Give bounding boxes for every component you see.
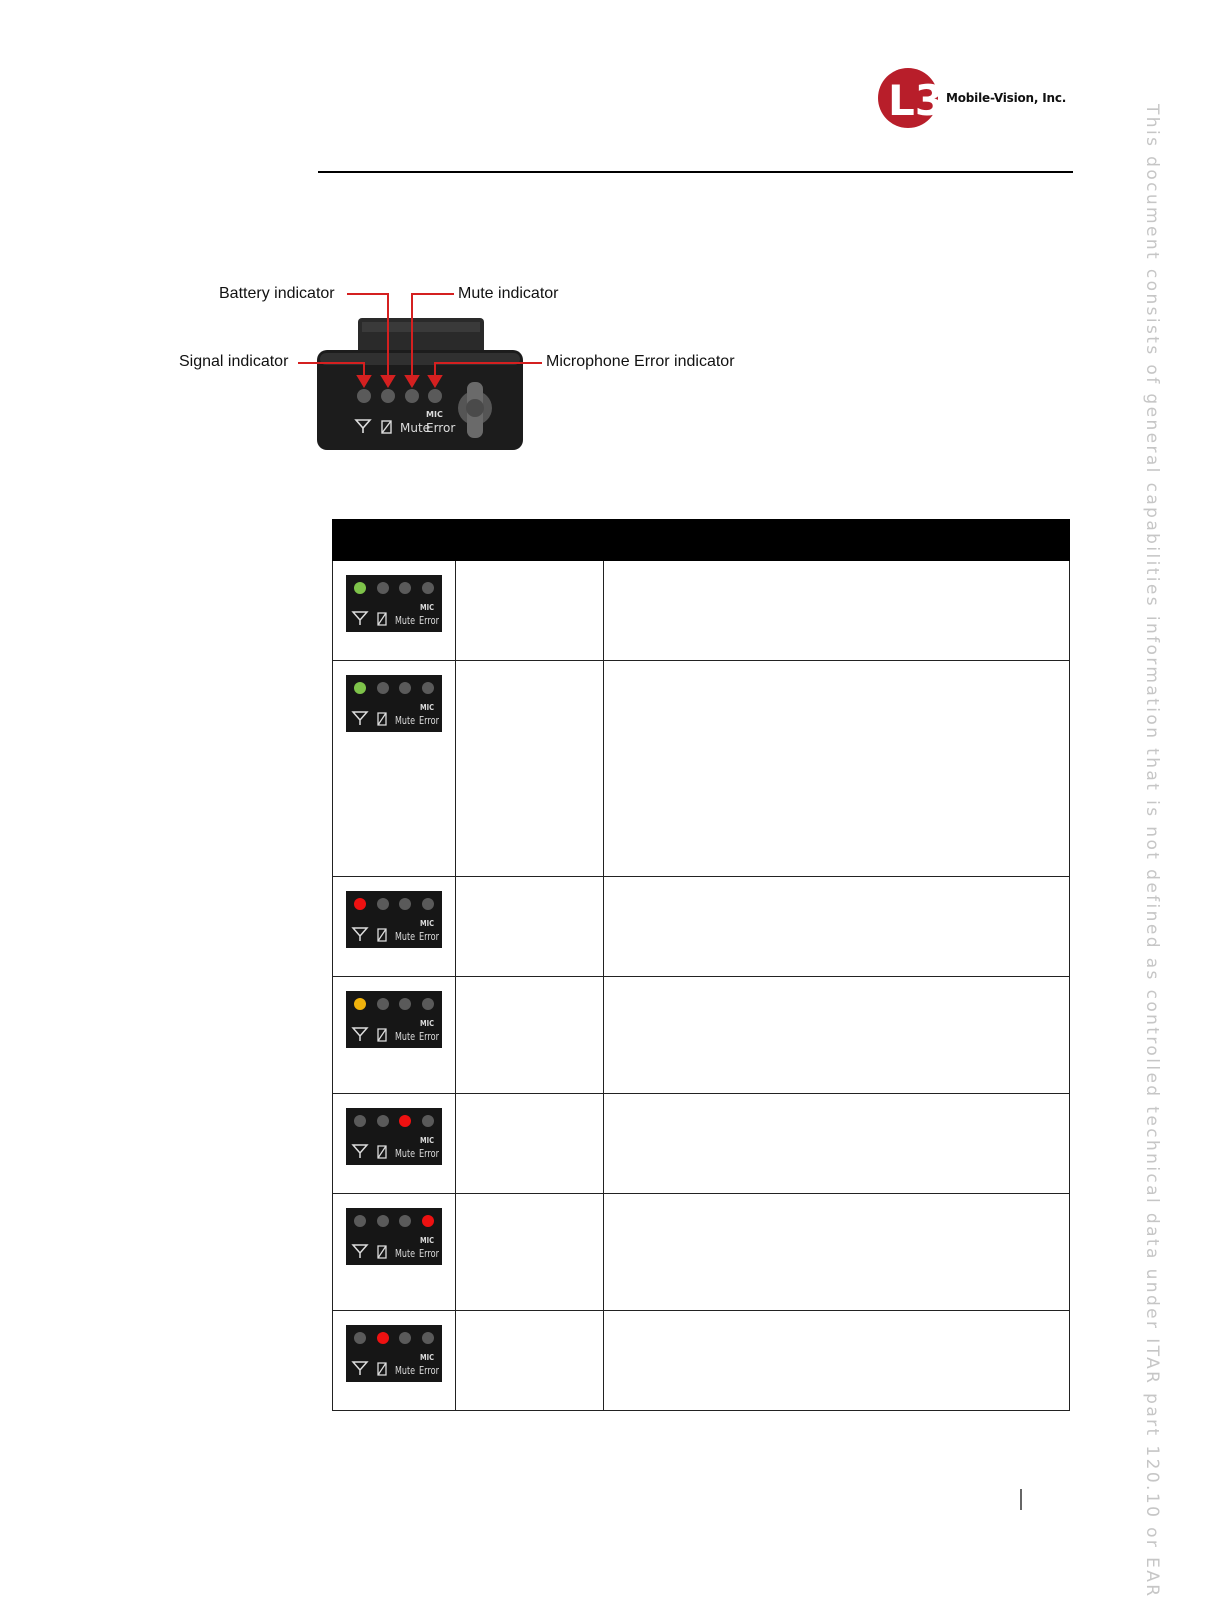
- device-mute-label: Mute: [395, 714, 416, 727]
- table-row: [333, 661, 1070, 877]
- mic-error-led: [422, 1215, 434, 1227]
- led-image-cell: [333, 1194, 456, 1311]
- mute-led: [399, 898, 411, 910]
- header-cell: [604, 520, 1070, 561]
- header-rule: [318, 171, 1073, 173]
- device-error-label: Error: [419, 1030, 440, 1043]
- device-mute-label: Mute: [395, 930, 416, 943]
- device-mic-label: MIC: [420, 1353, 435, 1362]
- device-error-label: Error: [419, 930, 440, 943]
- mic-error-led: [422, 898, 434, 910]
- signal-led: [354, 582, 366, 594]
- device-error-label: Error: [419, 714, 440, 727]
- led-panel-image: [346, 991, 442, 1048]
- indicator-state-cell: [456, 661, 604, 877]
- device-mic-label: MIC: [420, 919, 435, 928]
- mute-led: [399, 582, 411, 594]
- table-row: [333, 561, 1070, 661]
- table-row: [333, 977, 1070, 1094]
- led-panel-image: [346, 1325, 442, 1382]
- mute-led: [399, 1215, 411, 1227]
- mute-led: [405, 389, 419, 403]
- led-image-cell: [333, 561, 456, 661]
- mute-led: [399, 1115, 411, 1127]
- signal-led: [354, 898, 366, 910]
- callout-mic-error-indicator: Microphone Error indicator: [546, 353, 735, 370]
- led-panel-image: [346, 1208, 442, 1265]
- signal-led: [354, 1332, 366, 1344]
- indicator-state-cell: [456, 1194, 604, 1311]
- callout-signal-indicator: Signal indicator: [179, 353, 289, 370]
- device-mute-label: Mute: [395, 1147, 416, 1160]
- table-row: [333, 1311, 1070, 1411]
- led-panel-image: [346, 675, 442, 732]
- device-mute-label: Mute: [395, 614, 416, 627]
- device-mic-label: MIC: [420, 603, 435, 612]
- callout-mute-indicator: Mute indicator: [458, 285, 559, 302]
- led-image-cell: [333, 1094, 456, 1194]
- led-panel-image: [346, 891, 442, 948]
- device-error-label: Error: [419, 1147, 440, 1160]
- battery-led: [377, 682, 389, 694]
- indicator-description-cell: [604, 977, 1070, 1094]
- battery-led: [377, 582, 389, 594]
- signal-led: [354, 682, 366, 694]
- device-error-label: Error: [419, 1364, 440, 1377]
- export-control-notice: This document consists of general capabilities information that is not defined as controlled technical data under ITAR part 120.10 or EAR: [1142, 104, 1162, 1598]
- indicator-state-cell: [456, 977, 604, 1094]
- device-error-label: Error: [419, 614, 440, 627]
- indicator-description-cell: [604, 661, 1070, 877]
- indicator-description-cell: [604, 1311, 1070, 1411]
- mic-error-led: [422, 1115, 434, 1127]
- battery-led: [377, 1332, 389, 1344]
- mute-led: [399, 1332, 411, 1344]
- battery-led: [377, 1215, 389, 1227]
- device-mic-label: MIC: [420, 1136, 435, 1145]
- device-error-label: Error: [419, 1247, 440, 1260]
- indicator-state-cell: [456, 877, 604, 977]
- led-image-cell: [333, 877, 456, 977]
- battery-led: [381, 389, 395, 403]
- mute-led: [399, 682, 411, 694]
- led-image-cell: [333, 661, 456, 877]
- indicator-description-cell: [604, 561, 1070, 661]
- signal-led: [354, 1115, 366, 1127]
- indicator-description-cell: [604, 877, 1070, 977]
- indicator-description-cell: [604, 1094, 1070, 1194]
- indicator-state-cell: [456, 1094, 604, 1194]
- signal-led: [354, 1215, 366, 1227]
- device-error-label: Error: [426, 421, 456, 435]
- table-row: [333, 1094, 1070, 1194]
- device-mute-label: Mute: [395, 1364, 416, 1377]
- logo-text: Mobile-Vision, Inc.: [946, 91, 1067, 105]
- indicator-description-cell: [604, 1194, 1070, 1311]
- led-indicator-table: [332, 519, 1070, 1411]
- battery-led: [377, 998, 389, 1010]
- device-mute-label: Mute: [395, 1247, 416, 1260]
- signal-led: [357, 389, 371, 403]
- battery-led: [377, 1115, 389, 1127]
- header-cell: [333, 520, 456, 561]
- device-mute-label: Mute: [395, 1030, 416, 1043]
- signal-led: [354, 998, 366, 1010]
- mic-error-led: [422, 682, 434, 694]
- led-panel-image: [346, 1108, 442, 1165]
- mic-error-led: [422, 582, 434, 594]
- indicator-state-cell: [456, 561, 604, 661]
- device-mic-label: MIC: [420, 1236, 435, 1245]
- header-cell: [456, 520, 604, 561]
- mic-error-led: [422, 998, 434, 1010]
- table-row: [333, 877, 1070, 977]
- device-mute-label: Mute: [400, 421, 431, 435]
- device-mic-label: MIC: [420, 1019, 435, 1028]
- mic-error-led: [422, 1332, 434, 1344]
- page-number-rule: [1020, 1489, 1022, 1510]
- mute-led: [399, 998, 411, 1010]
- table-header-row: [333, 520, 1070, 561]
- device-mic-label: MIC: [420, 703, 435, 712]
- logo-mark: L3: [888, 76, 944, 125]
- table-row: [333, 1194, 1070, 1311]
- mic-error-led: [428, 389, 442, 403]
- led-panel-image: [346, 575, 442, 632]
- transmitter-device-figure: [170, 280, 570, 460]
- indicator-state-cell: [456, 1311, 604, 1411]
- callout-battery-indicator: Battery indicator: [219, 285, 335, 302]
- battery-led: [377, 898, 389, 910]
- led-image-cell: [333, 977, 456, 1094]
- device-mic-label: MIC: [426, 410, 443, 419]
- led-image-cell: [333, 1311, 456, 1411]
